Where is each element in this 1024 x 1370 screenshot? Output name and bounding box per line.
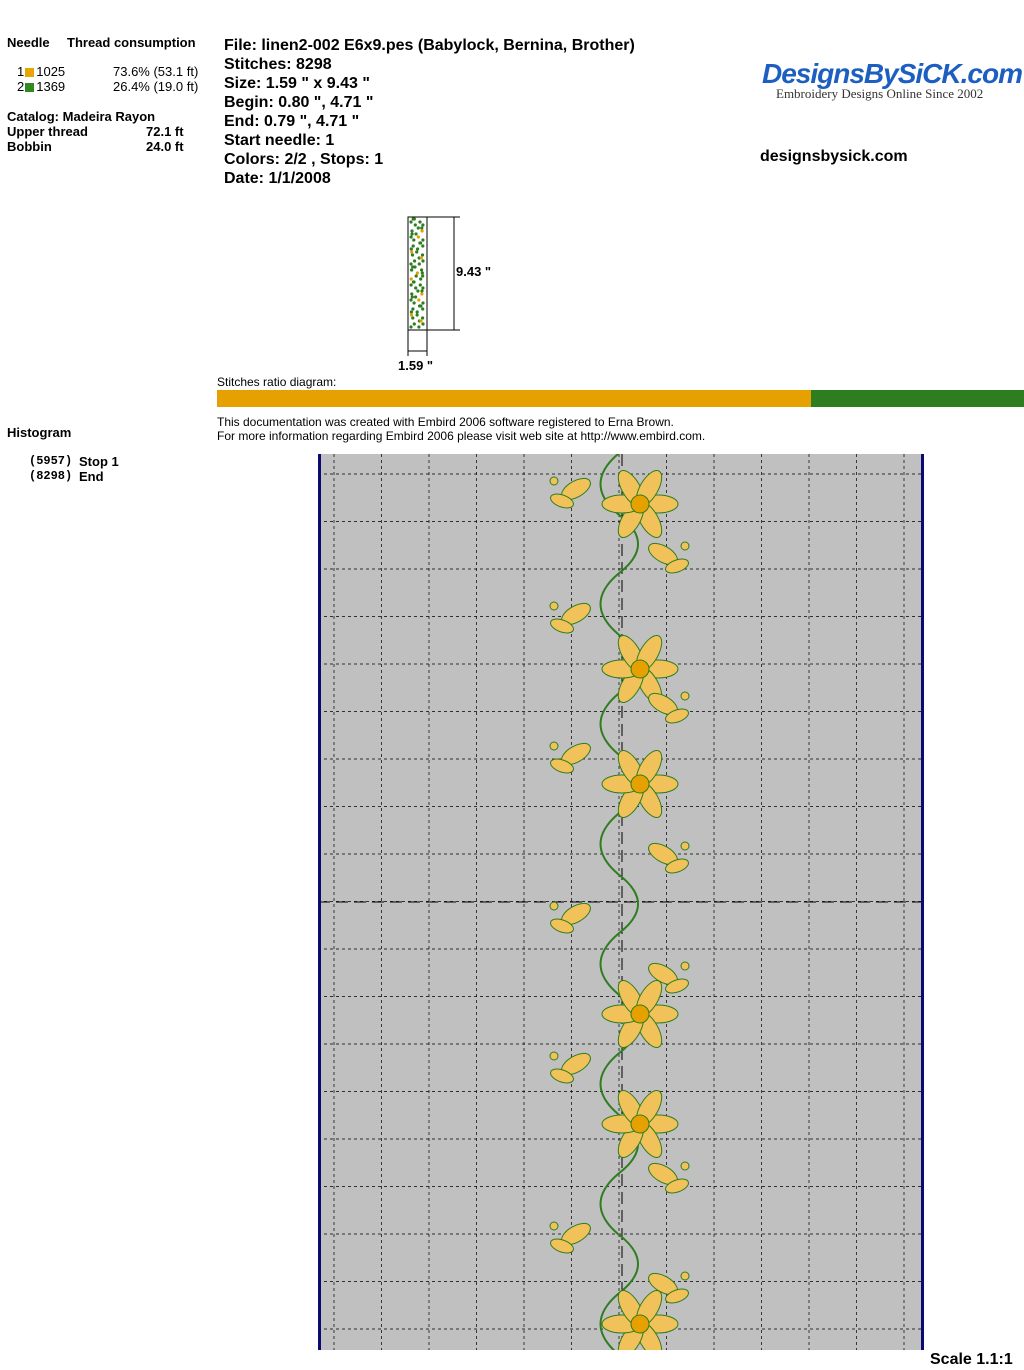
catalog-label: Catalog: Madeira Rayon bbox=[7, 109, 156, 124]
hoop-left-edge bbox=[318, 454, 321, 1350]
scale-label: Scale 1.1:1 bbox=[930, 1351, 1013, 1368]
histogram-title: Histogram bbox=[7, 425, 72, 440]
thumb-stitch bbox=[409, 220, 412, 223]
hoop-right-edge bbox=[921, 454, 924, 1350]
bud-shape bbox=[681, 692, 689, 700]
thread-row-1 bbox=[17, 64, 65, 79]
thumb-stitch bbox=[410, 247, 413, 250]
logo-tagline: Embroidery Designs Online Since 2002 bbox=[776, 86, 984, 101]
start-needle: Start needle: 1 bbox=[224, 132, 335, 149]
thumb-stitch bbox=[412, 244, 415, 247]
thumb-stitch bbox=[412, 217, 415, 220]
bud-shape bbox=[681, 542, 689, 550]
bud-shape bbox=[681, 842, 689, 850]
ratio-segment-2 bbox=[811, 390, 1024, 407]
flower-center bbox=[631, 660, 649, 678]
upper-thread-value: 72.1 ft bbox=[146, 124, 184, 139]
thumb-stitch bbox=[418, 220, 421, 223]
thumb-stitch bbox=[421, 238, 424, 241]
thumb-stitch bbox=[415, 250, 418, 253]
thumb-stitch bbox=[417, 325, 420, 328]
bud-shape bbox=[550, 742, 558, 750]
thread-pct-2: 26.4% (19.0 ft) bbox=[113, 79, 199, 94]
thumb-stitch bbox=[421, 286, 424, 289]
design-preview-canvas bbox=[318, 454, 924, 1350]
thumb-stitch bbox=[421, 229, 424, 232]
thumb-stitch bbox=[413, 265, 416, 268]
needle-number: 1 bbox=[17, 64, 25, 79]
histogram-count-2: (8298) bbox=[29, 469, 73, 483]
thumb-stitch bbox=[421, 322, 424, 325]
design-preview-svg bbox=[318, 454, 924, 1350]
thumb-stitch bbox=[410, 268, 413, 271]
thread-code: 1369 bbox=[36, 79, 66, 94]
thumb-stitch bbox=[416, 289, 419, 292]
bud-shape bbox=[550, 477, 558, 485]
notice-line-1: This documentation was created with Embird 2006 software registered to Erna Brown. bbox=[217, 415, 674, 429]
upper-thread-label: Upper thread bbox=[7, 124, 88, 139]
thumb-stitch bbox=[411, 253, 414, 256]
histogram-label-2: End bbox=[79, 469, 104, 484]
software-notice bbox=[217, 415, 705, 443]
thumb-stitch bbox=[410, 292, 413, 295]
thumb-stitch bbox=[419, 283, 422, 286]
leaf-cluster bbox=[645, 839, 690, 876]
bobbin-label: Bobbin bbox=[7, 139, 52, 154]
colors-stops: Colors: 2/2 , Stops: 1 bbox=[224, 151, 384, 168]
flower-center bbox=[631, 1115, 649, 1133]
thumb-stitch bbox=[414, 295, 417, 298]
thumb-stitch bbox=[411, 232, 414, 235]
bud-shape bbox=[550, 1222, 558, 1230]
thumb-stitch bbox=[418, 241, 421, 244]
file-name: File: linen2-002 E6x9.pes (Babylock, Bernina, Brother) bbox=[224, 37, 635, 54]
bud-shape bbox=[550, 1052, 558, 1060]
thumb-stitch bbox=[413, 301, 416, 304]
thumb-stitch bbox=[411, 295, 414, 298]
brand-logo bbox=[762, 58, 1022, 102]
thumb-stitch bbox=[421, 253, 424, 256]
bud-shape bbox=[681, 1162, 689, 1170]
leaf-cluster bbox=[645, 539, 690, 576]
thumb-stitch bbox=[410, 310, 413, 313]
bud-shape bbox=[681, 962, 689, 970]
leaf-cluster bbox=[645, 689, 690, 726]
thumb-stitch bbox=[421, 274, 424, 277]
thumb-stitch bbox=[410, 283, 413, 286]
needle-column-header: Needle bbox=[7, 35, 50, 50]
thumb-stitch bbox=[416, 313, 419, 316]
thread-row-2 bbox=[17, 79, 65, 94]
design-thumbnail bbox=[400, 210, 510, 380]
website-link[interactable]: designsbysick.com bbox=[760, 148, 908, 165]
thumb-stitch bbox=[412, 280, 415, 283]
thread-consumption-header: Thread consumption bbox=[67, 35, 196, 50]
flower-motif bbox=[602, 467, 678, 542]
thumb-stitch bbox=[413, 322, 416, 325]
flower-center bbox=[631, 775, 649, 793]
thumb-stitch bbox=[420, 268, 423, 271]
thumb-stitch bbox=[409, 325, 412, 328]
thumb-stitch bbox=[418, 304, 421, 307]
flower-center bbox=[631, 1315, 649, 1333]
thread-color-swatch bbox=[25, 68, 34, 77]
begin-point: Begin: 0.80 ", 4.71 " bbox=[224, 94, 374, 111]
thumb-stitch bbox=[410, 235, 413, 238]
thumbnail-height-label: 9.43 " bbox=[456, 264, 492, 279]
thumb-stitch bbox=[421, 307, 424, 310]
thumb-stitch bbox=[421, 244, 424, 247]
thumb-stitch bbox=[420, 289, 423, 292]
thumb-stitch bbox=[417, 235, 420, 238]
thumb-stitch bbox=[410, 250, 413, 253]
thumb-stitch bbox=[414, 232, 417, 235]
thread-code: 1025 bbox=[36, 64, 66, 79]
thumb-stitch bbox=[416, 271, 419, 274]
thumb-stitch bbox=[415, 274, 418, 277]
thumb-stitch bbox=[412, 238, 415, 241]
histogram-count-1: (5957) bbox=[29, 454, 73, 468]
end-point: End: 0.79 ", 4.71 " bbox=[224, 113, 360, 130]
needle-number: 2 bbox=[17, 79, 25, 94]
thumb-stitch bbox=[420, 226, 423, 229]
thumb-stitch bbox=[421, 301, 424, 304]
flower-center bbox=[631, 495, 649, 513]
thumb-stitch bbox=[411, 307, 414, 310]
thumb-stitch bbox=[411, 316, 414, 319]
bud-shape bbox=[550, 902, 558, 910]
stitches-ratio-bar bbox=[217, 390, 1024, 407]
thumb-stitch bbox=[410, 313, 413, 316]
design-info bbox=[224, 36, 635, 188]
notice-line-2: For more information regarding Embird 2006 please visit web site at http://www.embird.com. bbox=[217, 429, 706, 443]
thumb-stitch bbox=[414, 223, 417, 226]
thread-color-swatch bbox=[25, 83, 34, 92]
thumb-stitch bbox=[413, 259, 416, 262]
bud-shape bbox=[550, 602, 558, 610]
thumb-stitch bbox=[421, 316, 424, 319]
thumb-stitch bbox=[421, 259, 424, 262]
thumb-stitch bbox=[410, 229, 413, 232]
design-size: Size: 1.59 " x 9.43 " bbox=[224, 75, 370, 92]
thumb-stitch bbox=[416, 247, 419, 250]
ratio-segment-1 bbox=[217, 390, 811, 407]
ratio-label: Stitches ratio diagram: bbox=[217, 375, 337, 389]
thumb-stitch bbox=[409, 262, 412, 265]
thumb-stitch bbox=[410, 277, 413, 280]
thumb-stitch bbox=[417, 226, 420, 229]
bobbin-value: 24.0 ft bbox=[146, 139, 184, 154]
thumb-stitch bbox=[409, 298, 412, 301]
thumb-stitch bbox=[419, 319, 422, 322]
bud-shape bbox=[681, 1272, 689, 1280]
thumb-stitch bbox=[421, 223, 424, 226]
flower-center bbox=[631, 1005, 649, 1023]
histogram-label-1: Stop 1 bbox=[79, 454, 119, 469]
thumb-stitch bbox=[416, 310, 419, 313]
thumbnail-width-label: 1.59 " bbox=[398, 358, 434, 373]
thumb-stitch bbox=[418, 262, 421, 265]
thumb-stitch bbox=[420, 256, 423, 259]
design-date: Date: 1/1/2008 bbox=[224, 170, 331, 187]
thumb-stitch bbox=[414, 286, 417, 289]
thumb-stitch bbox=[420, 292, 423, 295]
logo-wordmark: DesignsBySiCK.com bbox=[762, 58, 1022, 89]
thumb-stitch bbox=[417, 298, 420, 301]
thumb-stitch bbox=[419, 277, 422, 280]
thread-pct-1: 73.6% (53.1 ft) bbox=[113, 64, 199, 79]
stitch-count: Stitches: 8298 bbox=[224, 56, 332, 73]
thumb-stitch bbox=[421, 271, 424, 274]
leaf-cluster bbox=[645, 1159, 690, 1196]
